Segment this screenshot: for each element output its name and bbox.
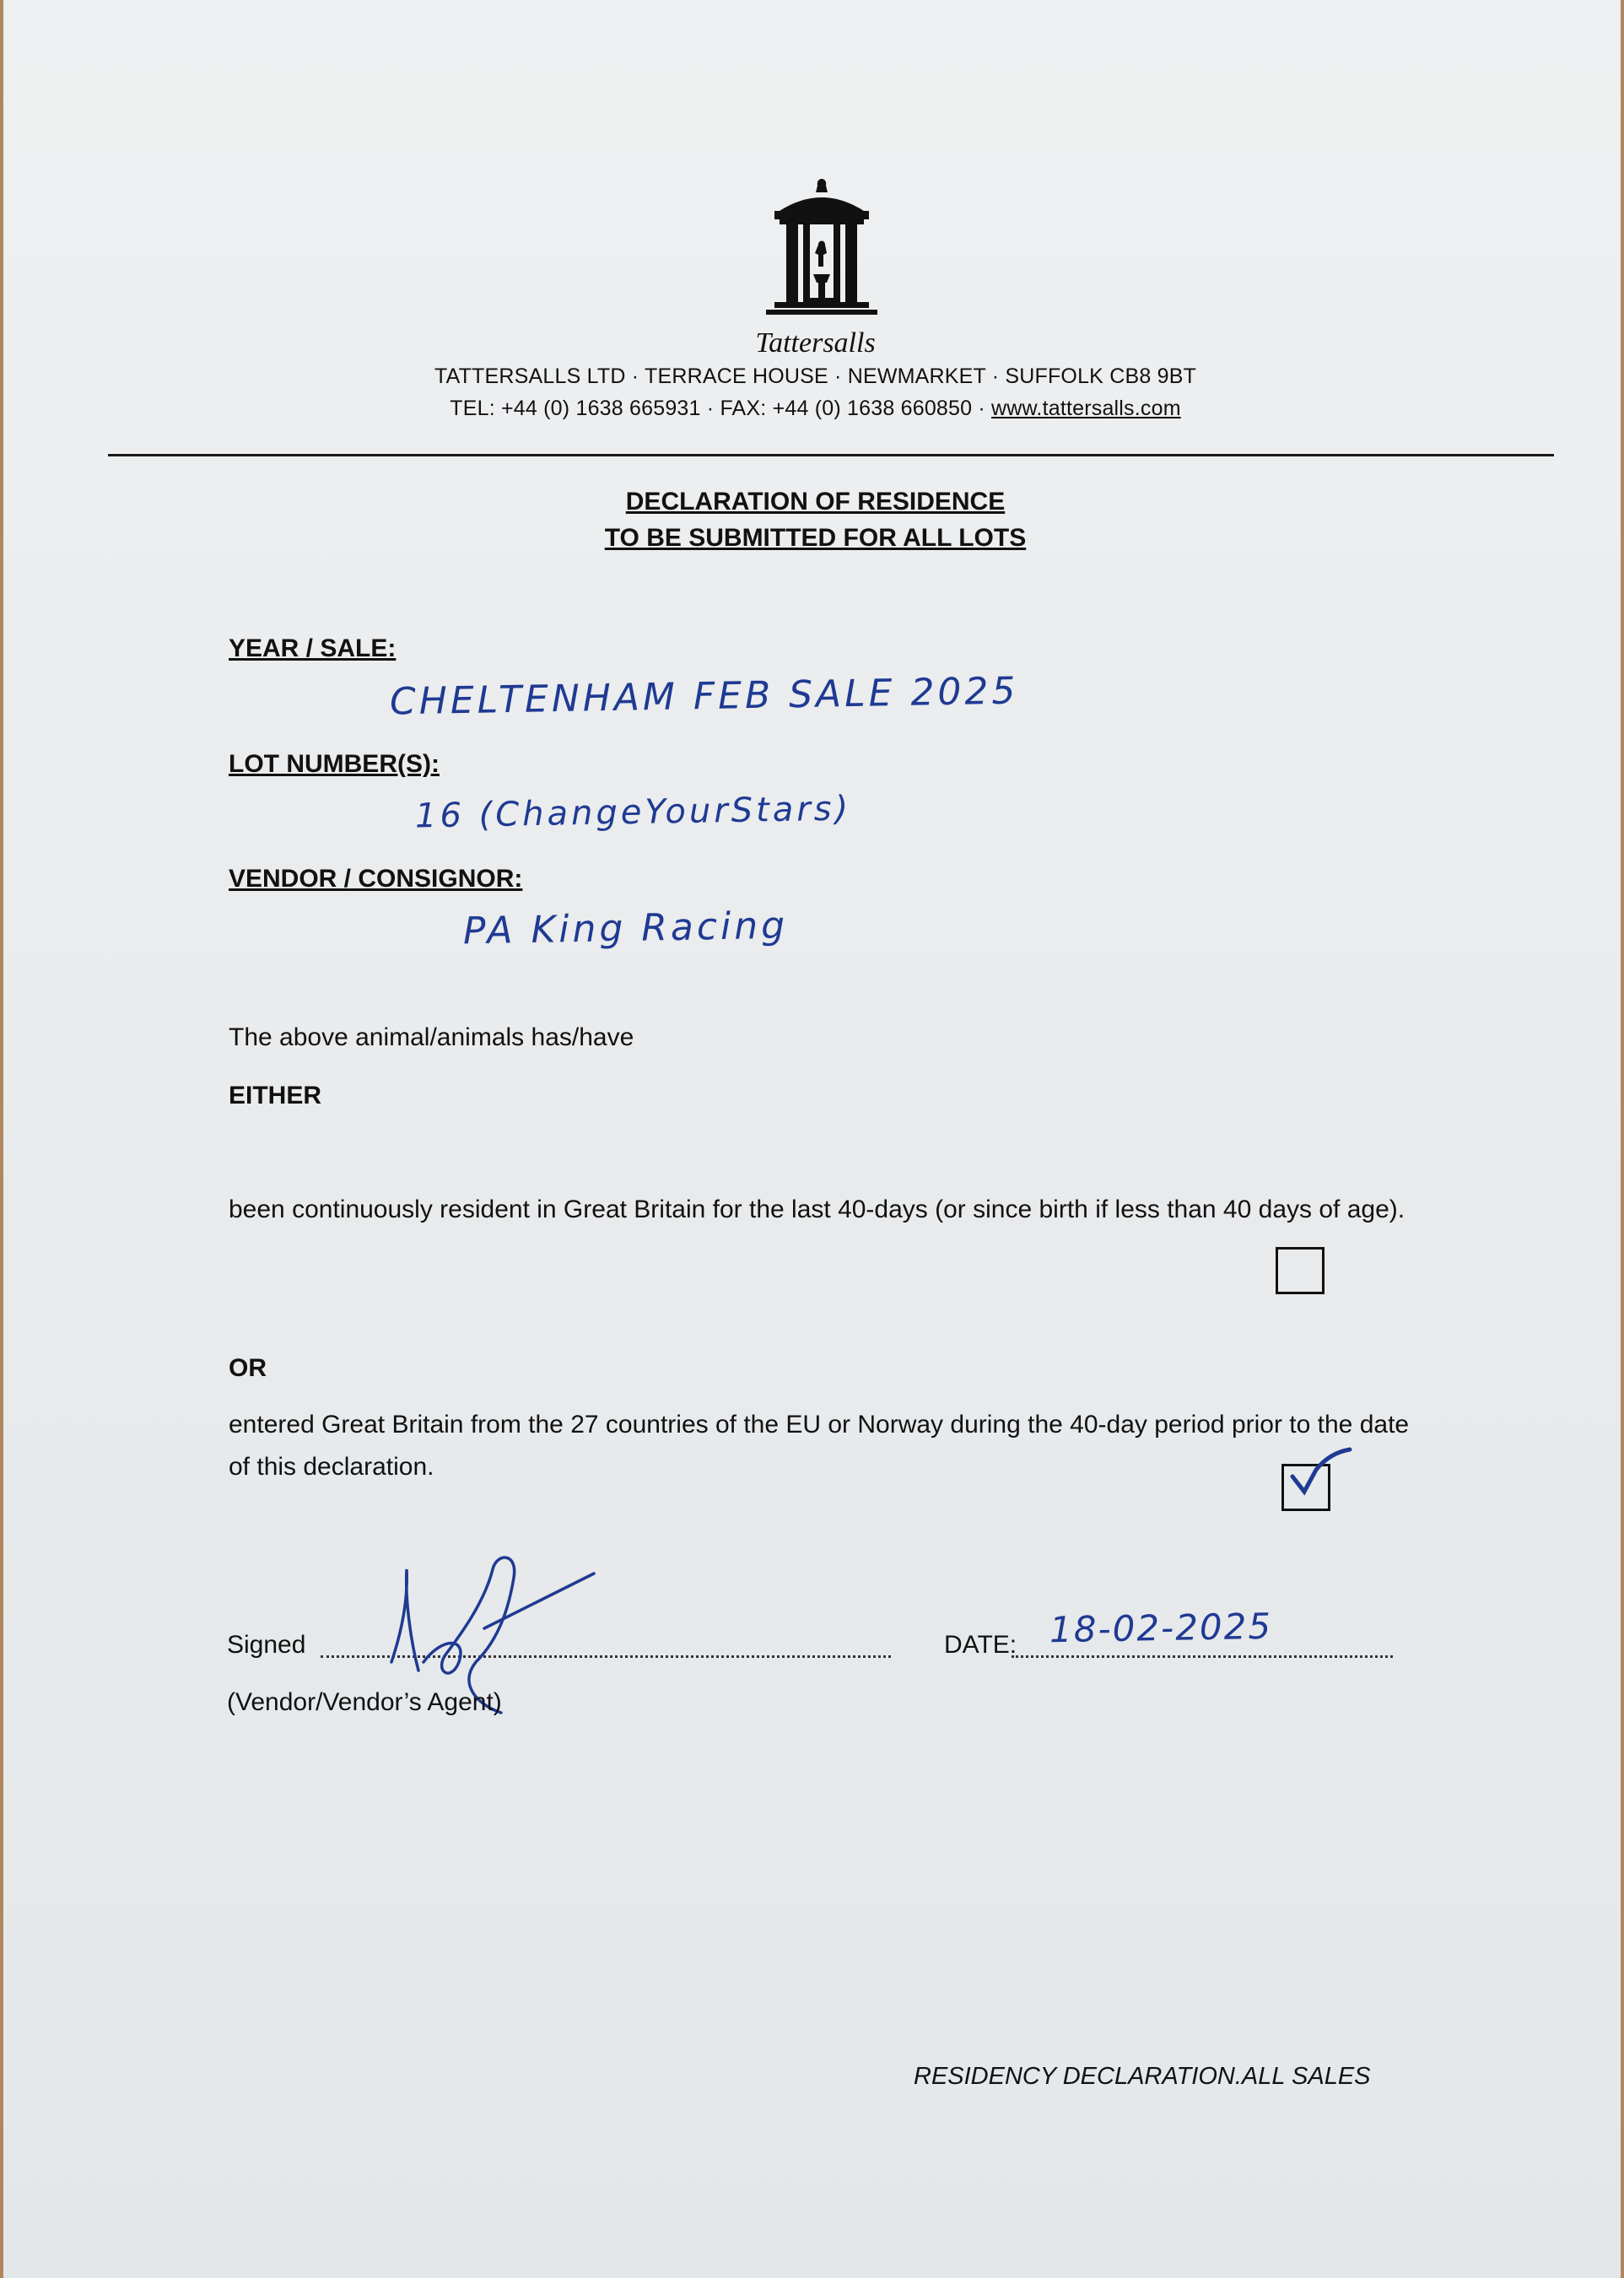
year-sale-value: CHELTENHAM FEB SALE 2025 xyxy=(389,669,1019,724)
date-value: 18-02-2025 xyxy=(1049,1605,1273,1651)
year-sale-label: YEAR / SALE: xyxy=(229,634,397,662)
website-link[interactable]: www.tattersalls.com xyxy=(991,397,1181,420)
option-resident-text: been continuously resident in Great Britain for the last 40-days (or since birth if less than 40 days of age). xyxy=(229,1196,1405,1223)
checkmark-icon xyxy=(1287,1444,1355,1503)
date-line[interactable] xyxy=(1012,1655,1393,1658)
company-contact xyxy=(3,397,1621,421)
document-title: DECLARATION OF RESIDENCE xyxy=(625,488,1006,516)
contact-numbers: TEL: +44 (0) 1638 665931 · FAX: +44 (0) 1638 660850 · xyxy=(450,397,992,420)
signed-label: Signed xyxy=(227,1631,306,1659)
lot-number-value: 16 (ChangeYourStars) xyxy=(414,789,852,836)
footer-reference: RESIDENCY DECLARATION.ALL SALES xyxy=(914,2063,1371,2090)
company-address: TATTERSALLS LTD · TERRACE HOUSE · NEWMARKET · SUFFOLK CB8 9BT xyxy=(434,364,1197,388)
vendor-label: VENDOR / CONSIGNOR: xyxy=(229,865,523,893)
logo-wordmark: Tattersalls xyxy=(755,327,876,359)
or-label: OR xyxy=(229,1354,267,1382)
header-divider xyxy=(108,454,1554,456)
vendor-agent-label: (Vendor/Vendor’s Agent) xyxy=(227,1688,502,1716)
statement-intro: The above animal/animals has/have xyxy=(229,1023,634,1051)
document-subtitle: TO BE SUBMITTED FOR ALL LOTS xyxy=(604,524,1027,552)
tattersalls-logo-icon xyxy=(754,177,889,325)
date-label: DATE: xyxy=(944,1631,1017,1659)
either-label: EITHER xyxy=(229,1082,322,1109)
lot-number-label: LOT NUMBER(S): xyxy=(229,750,440,778)
option-entered-text: entered Great Britain from the 27 countries of the EU or Norway during the 40-day period prior to the date of this declaration. xyxy=(229,1411,1410,1481)
vendor-value: PA King Racing xyxy=(462,904,789,953)
option-resident-checkbox[interactable] xyxy=(1276,1247,1325,1294)
document-page xyxy=(3,0,1621,2278)
